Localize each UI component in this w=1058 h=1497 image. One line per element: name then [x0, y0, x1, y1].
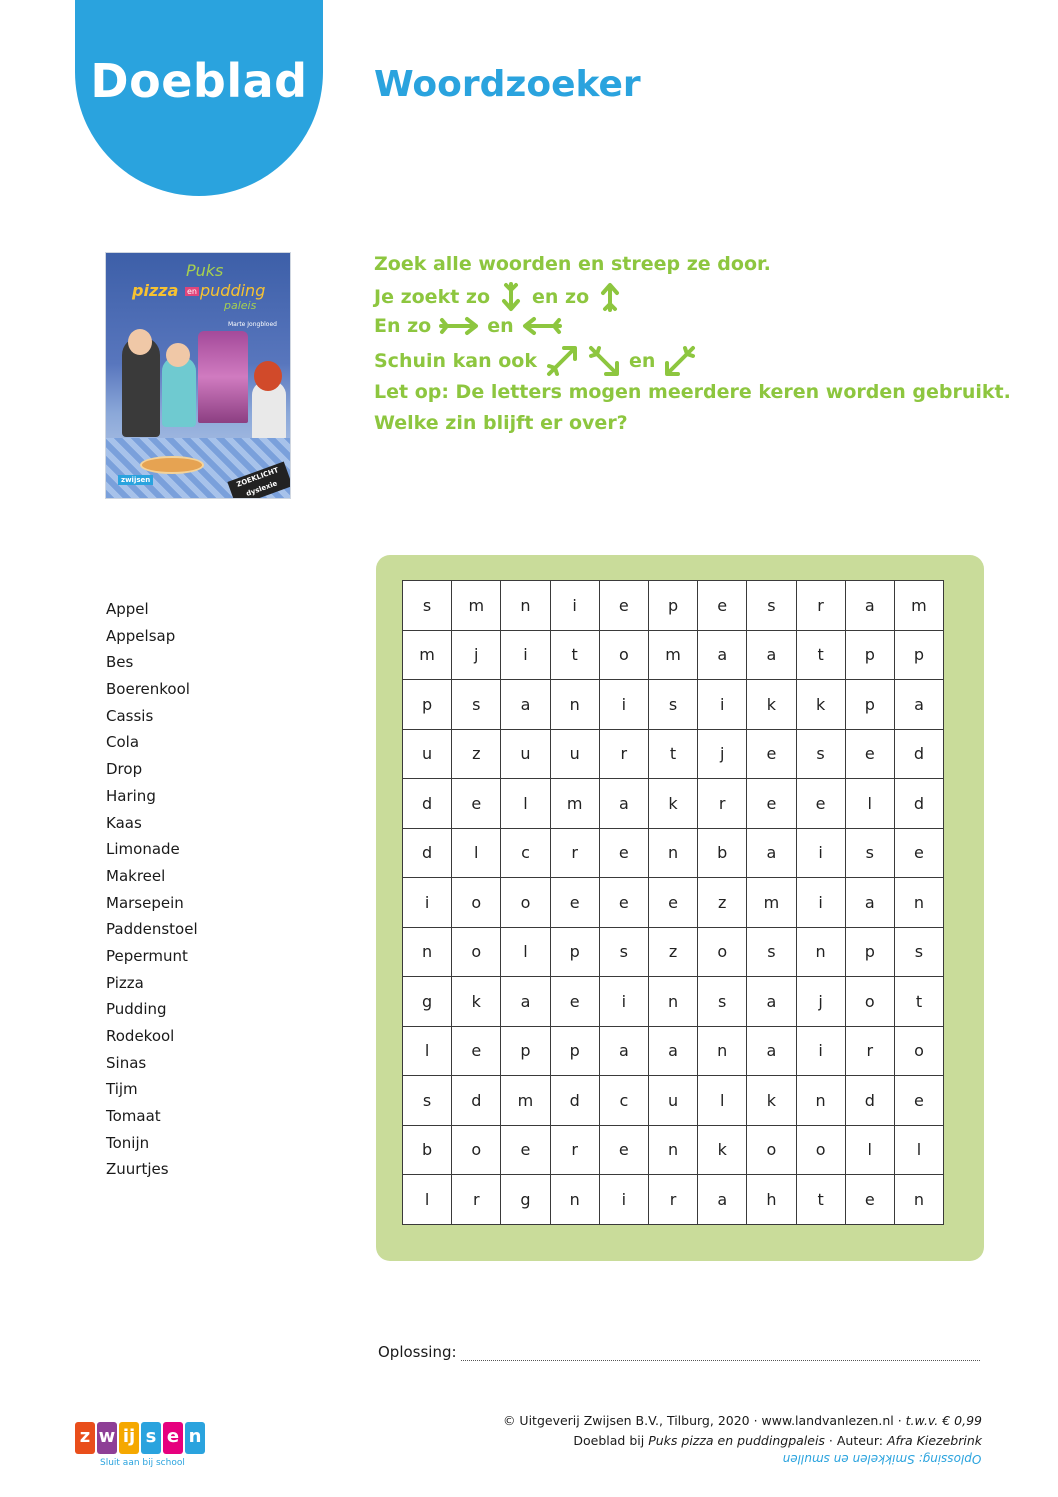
instruction-line-2a: Je zoekt zo	[374, 286, 491, 308]
grid-cell[interactable]: g	[501, 1175, 550, 1225]
word-list-item: Drop	[106, 760, 143, 779]
grid-cell[interactable]: r	[550, 828, 599, 878]
letter-grid	[402, 580, 944, 1225]
grid-row	[403, 630, 944, 680]
grid-row	[403, 878, 944, 928]
grid-cell[interactable]: k	[747, 1076, 796, 1126]
word-list-item: Boerenkool	[106, 680, 190, 699]
instruction-line-2b: en zo	[532, 286, 590, 308]
cover-figure-man-head	[128, 329, 152, 355]
grid-cell[interactable]: a	[747, 1026, 796, 1076]
grid-cell[interactable]: s	[452, 680, 501, 730]
grid-cell[interactable]: l	[845, 779, 894, 829]
word-list-item: Cola	[106, 733, 140, 752]
grid-cell[interactable]: i	[501, 630, 550, 680]
grid-cell[interactable]: a	[599, 1026, 648, 1076]
instruction-line-6: Welke zin blijft er over?	[374, 412, 628, 434]
grid-cell[interactable]: e	[452, 1026, 501, 1076]
grid-cell[interactable]: n	[403, 927, 452, 977]
arrow-diagonal-down-right-icon	[587, 344, 621, 378]
footer-author-label: · Auteur:	[824, 1433, 887, 1448]
instruction-line-5: Let op: De letters mogen meerdere keren worden gebruikt.	[374, 381, 1011, 403]
grid-cell[interactable]: r	[698, 779, 747, 829]
logo-letter: s	[141, 1422, 161, 1454]
grid-cell[interactable]: n	[796, 1076, 845, 1126]
solution-answer-line[interactable]	[461, 1348, 980, 1361]
grid-cell[interactable]: o	[796, 1125, 845, 1175]
grid-row	[403, 927, 944, 977]
grid-cell[interactable]: o	[599, 630, 648, 680]
grid-cell[interactable]: r	[452, 1175, 501, 1225]
solution-row	[378, 1343, 980, 1361]
grid-cell[interactable]: l	[403, 1175, 452, 1225]
footer-price: t.w.v. € 0,99	[905, 1413, 982, 1428]
grid-cell[interactable]: s	[747, 927, 796, 977]
grid-cell[interactable]: i	[599, 977, 648, 1027]
grid-row	[403, 1175, 944, 1225]
footer-doeblad-bij: Doeblad bij	[573, 1433, 649, 1448]
grid-cell[interactable]: m	[550, 779, 599, 829]
grid-cell[interactable]: k	[747, 680, 796, 730]
instruction-line-4a: Schuin kan ook	[374, 350, 537, 372]
grid-cell[interactable]: e	[599, 878, 648, 928]
grid-cell[interactable]: p	[403, 680, 452, 730]
zwijsen-logo	[75, 1422, 205, 1454]
grid-cell[interactable]: u	[550, 729, 599, 779]
grid-cell[interactable]: s	[796, 729, 845, 779]
grid-cell[interactable]: a	[747, 828, 796, 878]
arrow-diagonal-up-right-icon	[545, 344, 579, 378]
word-list-item: Makreel	[106, 866, 166, 885]
grid-cell[interactable]: o	[894, 1026, 943, 1076]
grid-cell[interactable]: a	[894, 680, 943, 730]
grid-row	[403, 828, 944, 878]
grid-cell[interactable]: o	[452, 878, 501, 928]
instruction-line-1: Zoek alle woorden en streep ze door.	[374, 253, 771, 275]
grid-cell[interactable]: r	[648, 1175, 697, 1225]
grid-cell[interactable]: o	[845, 977, 894, 1027]
footer	[503, 1411, 982, 1451]
grid-cell[interactable]: e	[698, 581, 747, 631]
grid-cell[interactable]: a	[599, 779, 648, 829]
grid-cell[interactable]: j	[796, 977, 845, 1027]
grid-cell[interactable]: b	[698, 828, 747, 878]
grid-cell[interactable]: n	[648, 828, 697, 878]
logo-letter: n	[185, 1422, 205, 1454]
cover-brand: zwijsen	[118, 475, 153, 485]
grid-cell[interactable]: u	[648, 1076, 697, 1126]
grid-cell[interactable]: e	[747, 729, 796, 779]
word-list-item: Pizza	[106, 973, 144, 992]
grid-cell[interactable]: e	[599, 828, 648, 878]
grid-cell[interactable]: d	[403, 779, 452, 829]
grid-cell[interactable]: p	[648, 581, 697, 631]
arrow-up-icon	[597, 282, 623, 312]
cover-series-label: ZOEKLICHT dyslexie	[227, 462, 291, 499]
grid-cell[interactable]: a	[747, 630, 796, 680]
grid-cell[interactable]: t	[550, 630, 599, 680]
word-list	[106, 596, 198, 1183]
grid-cell[interactable]: i	[403, 878, 452, 928]
grid-cell[interactable]: n	[894, 1175, 943, 1225]
grid-cell[interactable]: k	[796, 680, 845, 730]
grid-cell[interactable]: l	[698, 1076, 747, 1126]
grid-row	[403, 1026, 944, 1076]
grid-cell[interactable]: z	[452, 729, 501, 779]
grid-cell[interactable]: s	[698, 977, 747, 1027]
grid-cell[interactable]: d	[403, 828, 452, 878]
word-list-item: Zuurtjes	[106, 1160, 169, 1179]
grid-cell[interactable]: g	[403, 977, 452, 1027]
grid-cell[interactable]: a	[698, 630, 747, 680]
grid-cell[interactable]: r	[845, 1026, 894, 1076]
grid-cell[interactable]: e	[845, 1175, 894, 1225]
grid-cell[interactable]: j	[698, 729, 747, 779]
word-list-item: Cassis	[106, 706, 154, 725]
grid-cell[interactable]: n	[550, 680, 599, 730]
grid-cell[interactable]: d	[894, 729, 943, 779]
grid-cell[interactable]: a	[845, 581, 894, 631]
cover-title-puks: Puks	[186, 261, 224, 280]
grid-cell[interactable]: a	[501, 680, 550, 730]
grid-cell[interactable]: p	[845, 927, 894, 977]
grid-row	[403, 977, 944, 1027]
instruction-line-4b: en	[629, 350, 656, 372]
grid-cell[interactable]: i	[796, 1026, 845, 1076]
grid-cell[interactable]: d	[452, 1076, 501, 1126]
grid-cell[interactable]: l	[501, 927, 550, 977]
grid-cell[interactable]: e	[550, 977, 599, 1027]
footer-book-title: Puks pizza en puddingpaleis	[648, 1433, 825, 1448]
grid-cell[interactable]: p	[550, 1026, 599, 1076]
grid-cell[interactable]: c	[501, 828, 550, 878]
grid-cell[interactable]: n	[796, 927, 845, 977]
grid-cell[interactable]: i	[698, 680, 747, 730]
grid-cell[interactable]: n	[501, 581, 550, 631]
grid-cell[interactable]: n	[894, 878, 943, 928]
grid-cell[interactable]: p	[501, 1026, 550, 1076]
grid-cell[interactable]: o	[501, 878, 550, 928]
grid-cell[interactable]: b	[403, 1125, 452, 1175]
grid-cell[interactable]: e	[796, 779, 845, 829]
grid-cell[interactable]: a	[747, 977, 796, 1027]
cover-author: Marte Jongbloed	[228, 321, 277, 328]
grid-row	[403, 1125, 944, 1175]
grid-cell[interactable]: z	[698, 878, 747, 928]
grid-cell[interactable]: e	[599, 581, 648, 631]
word-list-item: Pudding	[106, 1000, 167, 1019]
logo-letter: w	[97, 1422, 117, 1454]
badge-title: Doeblad	[90, 54, 308, 108]
word-list-item: Paddenstoel	[106, 920, 198, 939]
arrow-diagonal-down-left-icon	[663, 344, 697, 378]
grid-cell[interactable]: d	[550, 1076, 599, 1126]
grid-cell[interactable]: i	[599, 680, 648, 730]
grid-cell[interactable]: u	[403, 729, 452, 779]
grid-cell[interactable]: p	[894, 630, 943, 680]
word-list-item: Rodekool	[106, 1027, 175, 1045]
cover-title-pudding: pudding	[200, 281, 266, 300]
grid-cell[interactable]: o	[452, 927, 501, 977]
grid-cell[interactable]: n	[698, 1026, 747, 1076]
grid-cell[interactable]: a	[648, 1026, 697, 1076]
solution-label: Oplossing:	[378, 1343, 457, 1361]
grid-cell[interactable]: s	[648, 680, 697, 730]
grid-cell[interactable]: l	[894, 1125, 943, 1175]
grid-cell[interactable]: k	[698, 1125, 747, 1175]
footer-author: Afra Kiezebrink	[886, 1433, 982, 1448]
instruction-line-4	[374, 344, 697, 378]
logo-tagline: Sluit aan bij school	[100, 1458, 185, 1468]
grid-cell[interactable]: m	[452, 581, 501, 631]
word-list-item: Haring	[106, 786, 156, 805]
grid-cell[interactable]: u	[501, 729, 550, 779]
grid-cell[interactable]: t	[796, 1175, 845, 1225]
word-list-item: Appelsap	[106, 626, 176, 645]
grid-cell[interactable]: a	[698, 1175, 747, 1225]
grid-row	[403, 1076, 944, 1126]
grid-cell[interactable]: i	[796, 878, 845, 928]
word-list-item: Tomaat	[106, 1107, 161, 1126]
arrow-down-icon	[498, 282, 524, 312]
logo-letter: e	[163, 1422, 183, 1454]
grid-cell[interactable]: z	[648, 927, 697, 977]
grid-cell[interactable]: e	[894, 1076, 943, 1126]
grid-cell[interactable]: c	[599, 1076, 648, 1126]
footer-line-2	[503, 1431, 982, 1451]
grid-cell[interactable]: m	[894, 581, 943, 631]
word-list-item: Sinas	[106, 1053, 147, 1072]
grid-cell[interactable]: d	[894, 779, 943, 829]
word-list-item: Pepermunt	[106, 946, 188, 965]
grid-cell[interactable]: e	[550, 878, 599, 928]
grid-cell[interactable]: a	[845, 878, 894, 928]
arrow-left-icon	[522, 314, 562, 338]
word-list-item: Limonade	[106, 840, 180, 859]
grid-cell[interactable]: r	[599, 729, 648, 779]
grid-cell[interactable]: t	[796, 630, 845, 680]
grid-cell[interactable]: e	[894, 828, 943, 878]
grid-cell[interactable]: l	[452, 828, 501, 878]
grid-cell[interactable]: m	[501, 1076, 550, 1126]
grid-cell[interactable]: p	[845, 680, 894, 730]
word-list-item: Kaas	[106, 813, 142, 832]
instruction-line-2	[374, 282, 623, 312]
instruction-line-3a: En zo	[374, 315, 432, 337]
grid-cell[interactable]: k	[452, 977, 501, 1027]
grid-cell[interactable]: d	[845, 1076, 894, 1126]
grid-cell[interactable]: l	[501, 779, 550, 829]
grid-cell[interactable]: n	[648, 1125, 697, 1175]
word-list-item: Marsepein	[106, 893, 184, 912]
grid-cell[interactable]: o	[452, 1125, 501, 1175]
grid-cell[interactable]: k	[648, 779, 697, 829]
grid-cell[interactable]: s	[747, 581, 796, 631]
grid-cell[interactable]: i	[599, 1175, 648, 1225]
instruction-line-3	[374, 314, 562, 338]
grid-cell[interactable]: p	[845, 630, 894, 680]
arrow-right-icon	[439, 314, 479, 338]
footer-line-1	[503, 1411, 982, 1431]
grid-cell[interactable]: n	[648, 977, 697, 1027]
logo-letter: ij	[119, 1422, 139, 1454]
cover-cake	[198, 331, 248, 423]
grid-cell[interactable]: m	[648, 630, 697, 680]
grid-cell[interactable]: e	[648, 878, 697, 928]
grid-cell[interactable]: j	[452, 630, 501, 680]
grid-cell[interactable]: s	[845, 828, 894, 878]
grid-cell[interactable]: l	[845, 1125, 894, 1175]
cover-figure-woman	[162, 357, 196, 427]
word-list-item: Appel	[106, 600, 149, 618]
grid-cell[interactable]: e	[452, 779, 501, 829]
grid-cell[interactable]: e	[747, 779, 796, 829]
upside-down-solution: Oplossing: Smikkelen en smullen	[782, 1452, 982, 1466]
word-list-item: Tijm	[106, 1080, 138, 1099]
grid-cell[interactable]: h	[747, 1175, 796, 1225]
grid-cell[interactable]: l	[403, 1026, 452, 1076]
grid-row	[403, 779, 944, 829]
cover-figure-woman-head	[166, 343, 190, 367]
grid-cell[interactable]: s	[894, 927, 943, 977]
grid-row	[403, 729, 944, 779]
logo-letter: z	[75, 1422, 95, 1454]
word-list-item: Tonijn	[106, 1133, 150, 1152]
grid-cell[interactable]: t	[648, 729, 697, 779]
grid-cell[interactable]: m	[747, 878, 796, 928]
grid-row	[403, 680, 944, 730]
page-title: Woordzoeker	[374, 64, 641, 105]
cover-title-en: en	[187, 287, 197, 296]
grid-cell[interactable]: n	[550, 1175, 599, 1225]
grid-cell[interactable]: e	[845, 729, 894, 779]
grid-cell[interactable]: t	[894, 977, 943, 1027]
grid-cell[interactable]: s	[403, 581, 452, 631]
cover-title-paleis: paleis	[224, 299, 257, 312]
cover-figure-girl-head	[254, 361, 282, 391]
cover-pizza	[140, 456, 204, 474]
grid-cell[interactable]: r	[550, 1125, 599, 1175]
grid-row	[403, 581, 944, 631]
footer-copyright: © Uitgeverij Zwijsen B.V., Tilburg, 2020 · www.landvanlezen.nl ·	[502, 1413, 906, 1428]
book-cover	[105, 252, 291, 499]
grid-cell[interactable]: m	[403, 630, 452, 680]
grid-cell[interactable]: o	[747, 1125, 796, 1175]
grid-cell[interactable]: a	[501, 977, 550, 1027]
word-list-item: Bes	[106, 653, 134, 672]
instruction-line-3b: en	[487, 315, 514, 337]
cover-title-pizza: pizza	[132, 281, 179, 300]
grid-cell[interactable]: o	[698, 927, 747, 977]
grid-cell[interactable]: p	[550, 927, 599, 977]
grid-cell[interactable]: i	[796, 828, 845, 878]
grid-cell[interactable]: e	[599, 1125, 648, 1175]
grid-cell[interactable]: i	[550, 581, 599, 631]
grid-cell[interactable]: e	[501, 1125, 550, 1175]
grid-cell[interactable]: r	[796, 581, 845, 631]
grid-cell[interactable]: s	[403, 1076, 452, 1126]
grid-cell[interactable]: s	[599, 927, 648, 977]
